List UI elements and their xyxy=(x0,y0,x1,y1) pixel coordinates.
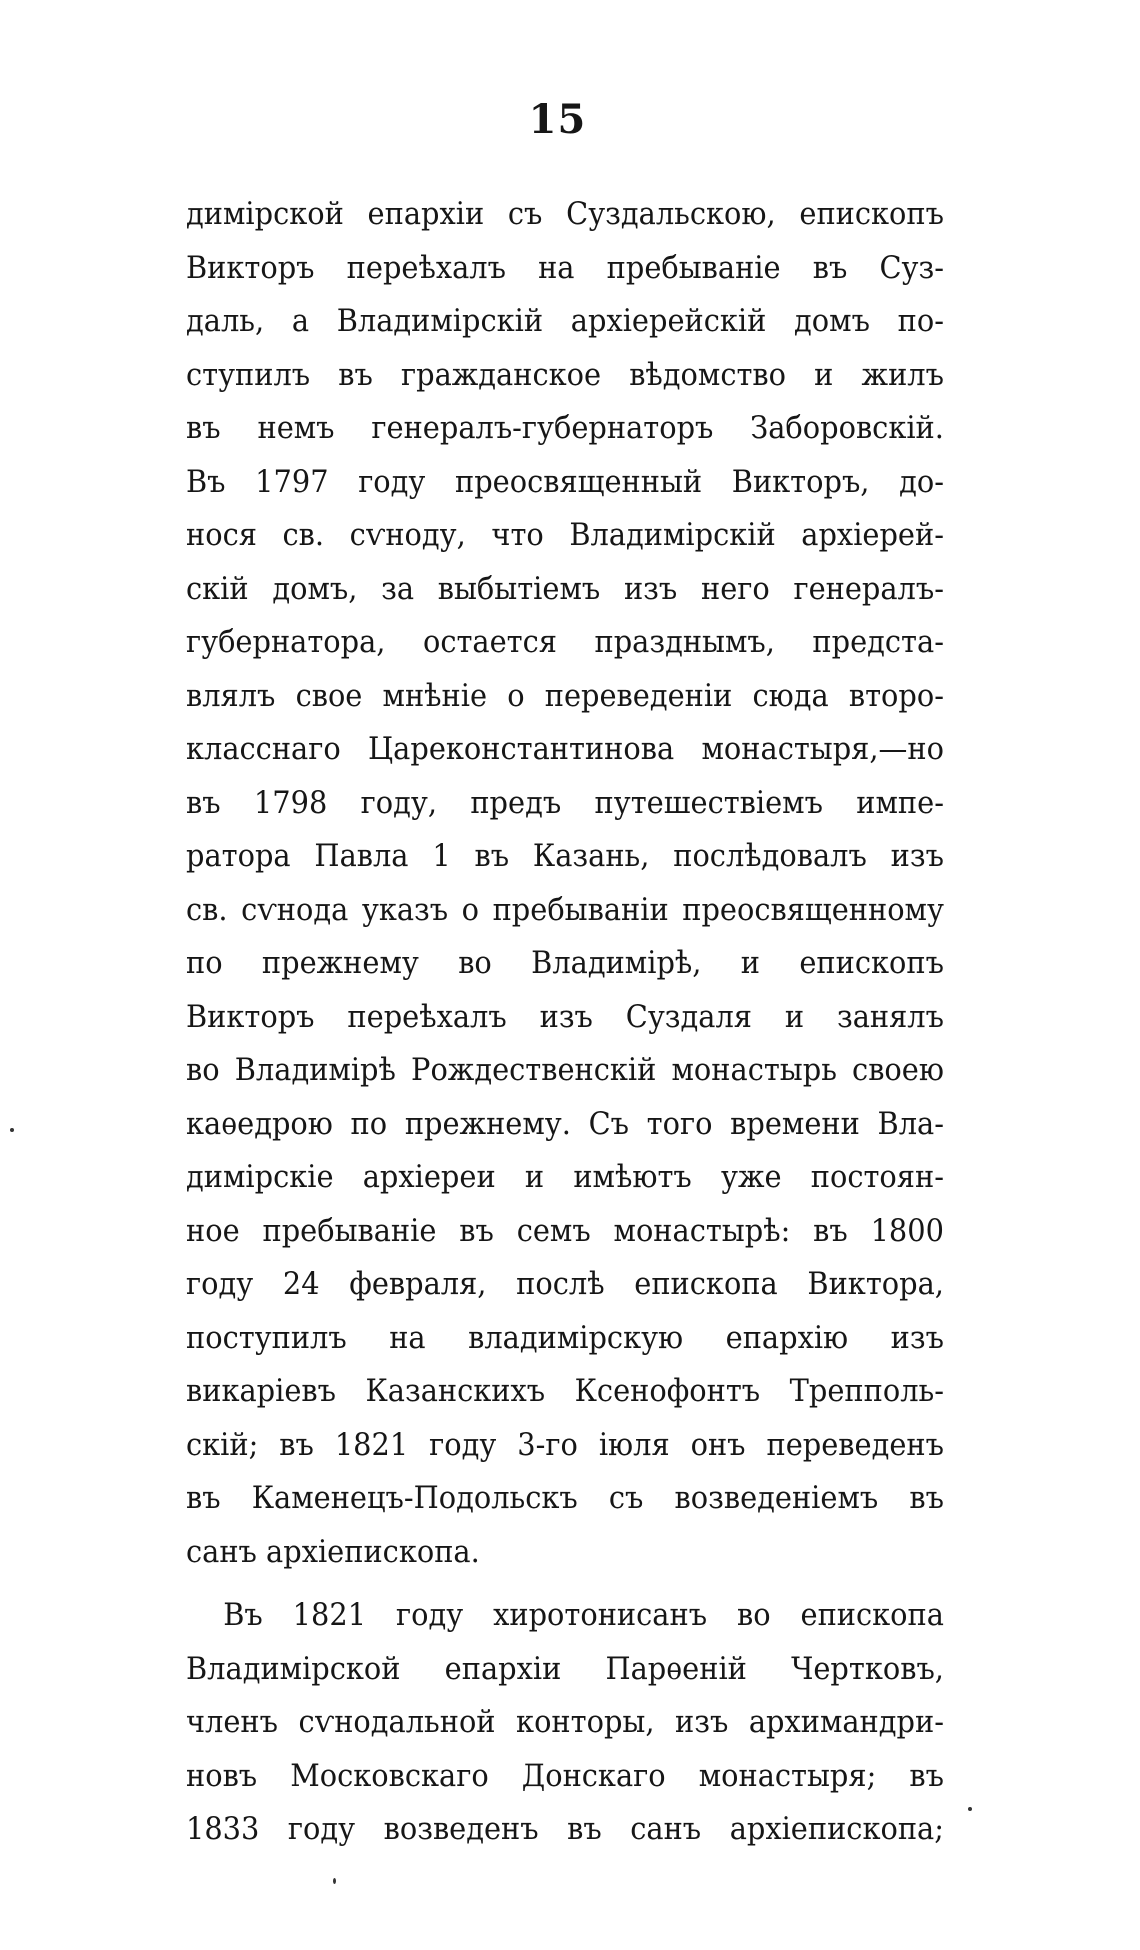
text-line: каѳедрою по прежнему. Съ того времени Вла- xyxy=(186,1105,944,1142)
text-line: ратора Павла 1 въ Казань, послѣдовалъ изъ xyxy=(186,838,944,874)
text-line: Владимірской епархіи Парѳеній Чертковъ, xyxy=(186,1650,944,1687)
paragraph-1 xyxy=(186,188,944,1579)
text-line: въ Каменецъ-Подольскъ съ возведеніемъ въ xyxy=(186,1480,944,1516)
text-line: губернатора, остается празднымъ, предста- xyxy=(186,624,944,660)
text-line: Въ 1797 году преосвященный Викторъ, до- xyxy=(186,463,944,500)
text-line: скій; въ 1821 году 3-го іюля онъ переведенъ xyxy=(186,1426,944,1463)
text-line: по прежнему во Владимірѣ, и епископъ xyxy=(186,945,944,981)
text-line: димірской епархіи съ Суздальскою, епископъ xyxy=(186,196,944,232)
text-line: въ 1798 году, предъ путешествіемъ импе- xyxy=(186,784,944,821)
text-line: Викторъ переѣхалъ изъ Суздаля и занялъ xyxy=(186,998,944,1035)
text-line: Викторъ переѣхалъ на пребываніе въ Суз- xyxy=(186,249,944,286)
text-line: санъ архіепископа. xyxy=(186,1533,480,1570)
paragraph-2 xyxy=(186,1589,944,1857)
text-line: нося св. сѵноду, что Владимірскій архіерей- xyxy=(186,517,944,553)
body-text xyxy=(186,188,944,1857)
text-line: въ немъ генералъ-губернаторъ Заборовскій. xyxy=(186,410,944,446)
ink-speck xyxy=(333,1878,336,1884)
text-line: класснаго Цареконстантинова монастыря,—но xyxy=(186,731,944,767)
text-line: димірскіе архіереи и имѣютъ уже постоян- xyxy=(186,1159,944,1195)
page-number: 15 xyxy=(528,96,587,143)
ink-speck xyxy=(10,1128,14,1132)
text-line: 1833 году возведенъ въ санъ архіепископа; xyxy=(186,1811,944,1847)
text-line: Въ 1821 году хиротонисанъ во епископа xyxy=(223,1597,944,1633)
text-line: году 24 февраля, послѣ епископа Виктора, xyxy=(186,1266,944,1302)
text-line: ступилъ въ гражданское вѣдомство и жилъ xyxy=(186,356,944,393)
text-line: ное пребываніе въ семъ монастырѣ: въ 1800 xyxy=(186,1212,944,1249)
text-line: влялъ свое мнѣніе о переведеніи сюда второ- xyxy=(186,677,944,714)
text-line: во Владимірѣ Рождественскій монастырь своею xyxy=(186,1052,944,1088)
text-line: новъ Московскаго Донскаго монастыря; въ xyxy=(186,1757,944,1794)
text-line: членъ сѵнодальной конторы, изъ архимандри- xyxy=(186,1704,944,1740)
text-line: викаріевъ Казанскихъ Ксенофонтъ Трепполь- xyxy=(186,1373,944,1409)
text-line: даль, а Владимірскій архіерейскій домъ по- xyxy=(186,303,944,339)
text-line: поступилъ на владимірскую епархію изъ xyxy=(186,1319,944,1356)
ink-speck xyxy=(968,1807,972,1811)
text-line: св. сѵнода указъ о пребываніи преосвященному xyxy=(186,891,944,928)
text-line: скій домъ, за выбытіемъ изъ него генералъ- xyxy=(186,570,944,607)
